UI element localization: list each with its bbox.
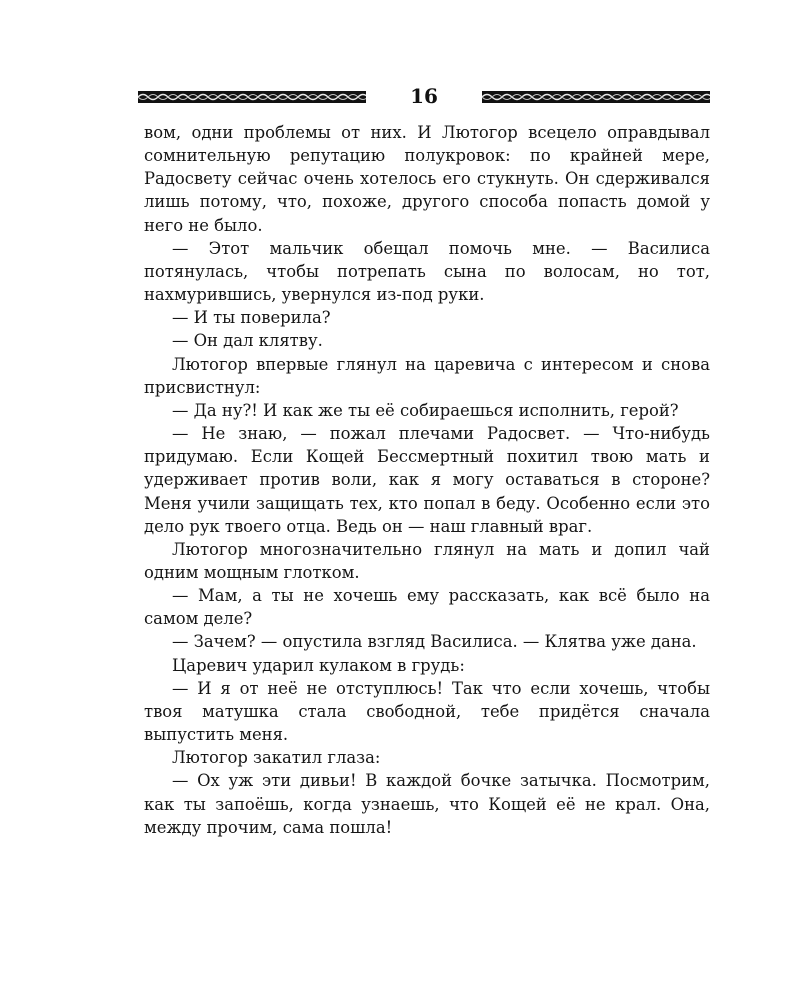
paragraph: Лютогор многозначительно глянул на мать и допил чай одним мощным глотком. (144, 539, 710, 582)
paragraph: вом, одни проблемы от них. И Лютогор всецело оправдывал сомнительную репутацию полукровок: по крайней мере, Радосвету сейчас очень хотелось его стукнуть. Он сдерживался лишь потому, что, похоже, другого способа попасть домой у него не было. (144, 123, 710, 235)
paragraph: — И я от неё не отступлюсь! Так что если хочешь, чтобы твоя матушка стала свободной, тебе придётся сначала выпустить меня. (144, 678, 710, 745)
paragraph: — Ох уж эти дивьи! В каждой бочке затычка. Посмотрим, как ты запоёшь, когда узнаешь, что Кощей её не крал. Она, между прочим, сама пошла! (144, 771, 710, 837)
paragraph: Лютогор закатил глаза: (172, 748, 381, 768)
page-number: 16 (410, 84, 438, 108)
paragraph: — Зачем? — опустила взгляд Василиса. — Клятва уже дана. (172, 632, 697, 652)
body-text (144, 121, 710, 839)
paragraph: — Да ну?! И как же ты её собираешься исполнить, герой? (172, 400, 679, 420)
paragraph: — Не знаю, — пожал плечами Радосвет. — Что-нибудь придумаю. Если Кощей Бессмертный похитил твою мать и удерживает против воли, как я могу оставаться в стороне? Меня учили защищать тех, кто попал в беду. Особенно если это дело рук твоего отца. Ведь он — наш главный враг. (144, 424, 710, 536)
paragraph: — Мам, а ты не хочешь ему рассказать, как всё было на самом деле? (144, 586, 710, 629)
paragraph: — И ты поверила? (172, 308, 331, 328)
page-header (138, 84, 710, 110)
braid-ornament-icon (482, 91, 710, 103)
paragraph: — Этот мальчик обещал помочь мне. — Василиса потянулась, чтобы потрепать сына по волосам, но тот, нахмурившись, увернулся из-под руки. (144, 238, 710, 305)
paragraph: Лютогор впервые глянул на царевича с интересом и снова присвистнул: (144, 354, 710, 397)
paragraph: — Он дал клятву. (172, 331, 323, 351)
paragraph: Царевич ударил кулаком в грудь: (172, 655, 465, 675)
